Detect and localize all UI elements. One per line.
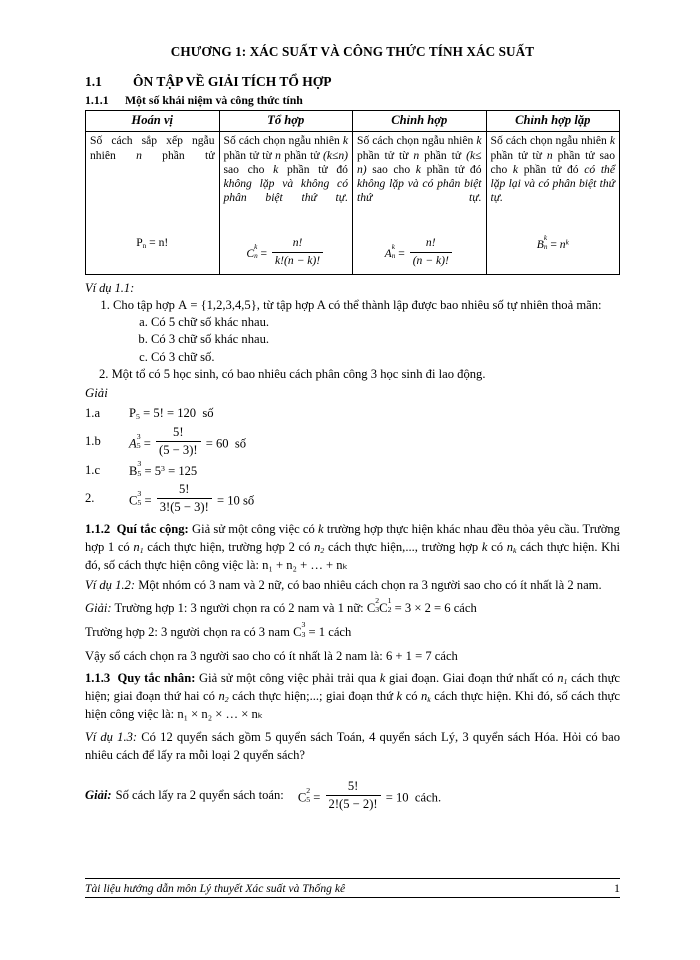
example-1-2-conclusion: Vậy số cách chọn ra 3 người sao cho có ít nhất là 2 nam là: 6 + 1 = 7 cách <box>85 649 458 664</box>
table-header-chinh-hop: Chỉnh hợp <box>353 111 487 132</box>
list-item: b. Có 3 chữ số khác nhau. <box>151 331 620 348</box>
section-heading-1-1-1 <box>85 93 620 108</box>
section-title-1-1-1: Một số khái niệm và công thức tính <box>125 93 303 107</box>
example-1-3-text: Có 12 quyển sách gồm 5 quyển sách Toán, 4 quyển sách Lý, 3 quyển sách Hóa. Hỏi có bao nhiêu cách để lấy ra mỗi loại 2 quyển sách? <box>85 730 620 763</box>
definition-chinh-hop: Số cách chọn ngẫu nhiên k phần tử từ n phần tử (k≤ n) sao cho k phần tử đó không lặp và có phân biệt thứ tự. <box>357 134 482 204</box>
s112-nk: $n_k$ <box>506 540 517 556</box>
chapter-title: CHƯƠNG 1: XÁC SUẤT VÀ CÔNG THỨC TÍNH XÁC SUẤT <box>170 44 535 59</box>
solution-formula-1b: A 3 5 = $\frac{5!}{(5 - 3)!}$ = 60 số <box>129 425 247 458</box>
example-1-2-giai-label: Giải: <box>85 600 112 615</box>
formula-chinh-hop-lap: B k n = $n^k$ <box>536 234 569 252</box>
solution-tag-1a: 1.a <box>85 405 101 420</box>
example-1-3-giai-label: Giải: <box>85 788 112 803</box>
s113-formula: n₁ × n₂ × … × nₖ <box>177 706 264 721</box>
section-number-1-1-3: 1.1.3 <box>85 670 111 685</box>
section-number-1-1: 1.1 <box>85 74 102 89</box>
section-title-1-1-2: Quí tắc cộng: <box>116 522 189 537</box>
table-header-chinh-hop-lap: Chỉnh hợp lặp <box>486 111 620 132</box>
s113-d: cách thực hiện;...; giai đoạn thứ <box>232 688 394 703</box>
example-1-3-label: Ví dụ 1.3: <box>85 730 138 745</box>
solution-formula-2: C 3 5 = $\frac{5!}{3!(5 - 3)!}$ = 10 số <box>129 482 255 515</box>
section-1-1-3-paragraph <box>85 670 620 724</box>
s113-n1: $n_1$ <box>557 670 568 687</box>
page-number: 1 <box>614 881 620 895</box>
example-1-1-q1-post: , từ tập hợp A có thể thành lập được bao nhiêu số tự nhiên thoả mãn: <box>256 297 602 312</box>
s112-e: có <box>491 540 504 555</box>
definition-chinh-hop-lap: Số cách chọn ngẫu nhiên k phần tử từ n phần tử sao cho k phần tử đó có thể lặp lại và có phân biệt thứ tự. <box>490 134 615 204</box>
s113-k: k <box>379 670 386 685</box>
formula-chinh-hop: A k n = $\frac{n!}{(n - k)!}$ <box>357 226 482 271</box>
example-1-1-sub-list <box>135 314 620 366</box>
page-footer <box>85 878 620 898</box>
example-1-3-giai-text: Số cách lấy ra 2 quyển sách toán: <box>115 788 284 803</box>
example-1-1-q2: 2. Một tổ có 5 học sinh, có bao nhiêu cách phân công 3 học sinh đi lao động. <box>99 367 486 382</box>
s112-formula: n₁ + n₂ + … + nₖ <box>262 557 348 572</box>
section-title-1-1-3: Quy tắc nhân: <box>117 670 196 685</box>
solution-tag-1b: 1.b <box>85 434 101 449</box>
s113-e: có <box>405 688 418 703</box>
s113-c: cách thực hiện; giai đoạn thứ hai có <box>85 670 621 703</box>
formula-hoan-vi: $P_n = n$! <box>136 236 169 251</box>
solution-row-2 <box>85 482 620 515</box>
s112-f: cách thực hiện. Khi đó, số cách thực hiện công việc là: <box>85 540 621 572</box>
example-1-3-paragraph <box>85 729 620 765</box>
solution-formula-1a: $P_5 = 5$! = 120 số <box>129 405 214 421</box>
example-1-2-paragraph <box>85 577 620 595</box>
table-cell-chinh-hop <box>353 132 487 274</box>
s112-k2: k <box>481 540 488 555</box>
s113-a: Giả sử một công việc phải trải qua <box>199 670 377 685</box>
section-title-1-1: ÔN TẬP VỀ GIẢI TÍCH TỔ HỢP <box>133 74 332 89</box>
list-item: a. Có 5 chữ số khác nhau. <box>151 314 620 331</box>
section-number-1-1-1: 1.1.1 <box>85 93 109 107</box>
example-1-2-label: Ví dụ 1.2: <box>85 577 136 592</box>
solution-1-1-label: Giải <box>85 386 108 401</box>
solution-row-1c <box>85 459 620 481</box>
s112-c: cách thực hiện, trường hợp 2 có <box>147 540 311 555</box>
s112-k: k <box>318 522 324 537</box>
example-1-2-case-2-text: Trường hợp 2: 3 người chọn ra có 3 nam <box>85 625 290 640</box>
section-number-1-1-2: 1.1.2 <box>85 522 111 537</box>
table-row <box>86 132 620 274</box>
s112-a: Giả sử một công việc có <box>191 522 315 537</box>
list-item: c. Có 3 chữ số. <box>151 349 620 366</box>
example-1-2-case-1-text: Trường hợp 1: 3 người chọn ra có 2 nam và 1 nữ: <box>114 600 364 615</box>
definition-to-hop: Số cách chọn ngẫu nhiên k phần tử từ n phần tử (k≤n) sao cho k phần tử đó không lặp và không có phân biệt thứ tự. <box>223 134 348 204</box>
example-1-3-formula: C 2 5 = $\frac{5!}{2!(5 - 2)!}$ = 10 cách. <box>297 779 442 812</box>
s112-d: cách thực hiện,..., trường hợp <box>327 540 479 555</box>
example-1-2-solution-line-2 <box>85 622 620 643</box>
table-cell-chinh-hop-lap <box>486 132 620 274</box>
solution-row-1b <box>85 425 620 458</box>
s112-b: trường hợp thực hiện khác nhau đều thỏa yêu cầu. Trường hợp 1 có <box>85 522 620 555</box>
combinatorics-table <box>85 110 620 275</box>
s113-f: cách thực hiện. Khi đó, số cách thực hiện công việc là: <box>85 688 620 721</box>
definition-hoan-vi: Số cách sắp xếp ngẫu nhiên n phần tử <box>90 134 215 162</box>
solution-tag-2: 2. <box>85 491 95 506</box>
s113-k2: k <box>396 688 403 703</box>
solution-row-1a <box>85 402 620 424</box>
table-header-hoan-vi: Hoán vị <box>86 111 220 132</box>
formula-to-hop: C k n = $\frac{n!}{k!(n - k)!}$ <box>224 226 349 271</box>
footer-text: Tài liệu hướng dẫn môn Lý thuyết Xác suất và Thống kê <box>85 882 346 895</box>
s113-b: giai đoạn. Giai đoạn thứ nhất có <box>388 670 554 685</box>
example-1-2-text: Một nhóm có 3 nam và 2 nữ, có bao nhiêu cách chọn ra 3 người sao cho có ít nhất là 2 nam. <box>138 577 602 592</box>
example-1-1-question-list <box>99 297 620 367</box>
example-1-2-case-2-formula: C 3 3 = 1 cách <box>293 620 352 640</box>
table-header-to-hop: Tổ hợp <box>219 111 353 132</box>
s113-n2: $n_2$ <box>218 688 229 704</box>
section-heading-1-1 <box>85 74 620 90</box>
example-1-1-q1-pre: Cho tập hợp <box>113 297 175 312</box>
s112-n1: $n_1$ <box>133 540 144 556</box>
table-cell-hoan-vi <box>86 132 220 274</box>
table-cell-to-hop <box>219 132 353 274</box>
table-header-row <box>86 111 620 132</box>
solution-tag-1c: 1.c <box>85 462 101 477</box>
s113-nk: $n_k$ <box>421 688 431 704</box>
s112-n2: $n_2$ <box>314 540 325 556</box>
example-1-1-label: Ví dụ 1.1: <box>85 280 135 295</box>
section-1-1-2-paragraph <box>85 521 620 575</box>
solution-formula-1c: B 3 5 = $5^3 = 125$ <box>129 459 198 479</box>
list-item <box>113 297 620 367</box>
example-1-1-set: A = {1,2,3,4,5} <box>178 297 257 312</box>
example-1-2-case-1-formula: C 2 3 C 1 2 = 3 × 2 = 6 cách <box>366 595 477 615</box>
example-1-2-solution-line-1 <box>85 595 620 619</box>
example-1-3-solution <box>85 779 620 812</box>
